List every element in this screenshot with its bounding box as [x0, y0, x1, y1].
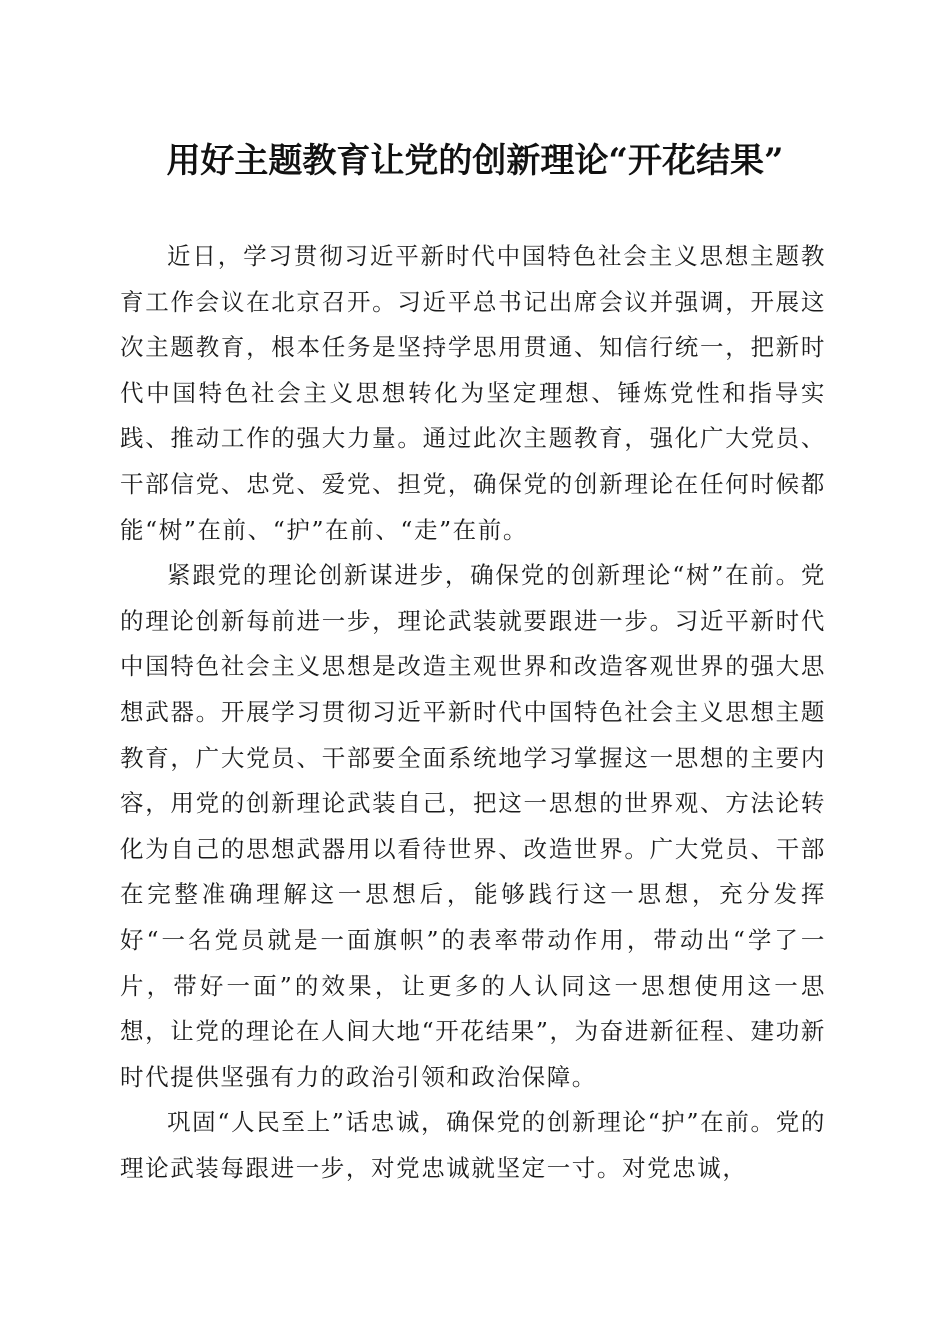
- paragraph-3: 巩固“人民至上”话忠诚，确保党的创新理论“护”在前。党的理论武装每跟进一步，对党忠诚就坚定一寸。对党忠诚，: [120, 1108, 826, 1182]
- paragraph-1: 近日，学习贯彻习近平新时代中国特色社会主义思想主题教育工作会议在北京召开。习近平总书记出席会议并强调，开展这次主题教育，根本任务是坚持学思用贯通、知信行统一，把新时代中国特色社会主义思想转化为坚定理想、锤炼党性和指导实践、推动工作的强大力量。通过此次主题教育，强化广大党员、干部信党、忠党、爱党、担党，确保党的创新理论在任何时候都能“树”在前、“护”在前、“走”在前。: [120, 242, 826, 544]
- document-title: 用好主题教育让党的创新理论“开花结果”: [166, 141, 784, 181]
- document-body: [120, 234, 826, 1191]
- paragraph-2: 紧跟党的理论创新谋进步，确保党的创新理论“树”在前。党的理论创新每前进一步，理论武装就要跟进一步。习近平新时代中国特色社会主义思想是改造主观世界和改造客观世界的强大思想武器。开展学习贯彻习近平新时代中国特色社会主义思想主题教育，广大党员、干部要全面系统地学习掌握这一思想的主要内容，用党的创新理论武装自己，把这一思想的世界观、方法论转化为自己的思想武器用以看待世界、改造世界。广大党员、干部在完整准确理解这一思想后，能够践行这一思想，充分发挥好“一名党员就是一面旗帜”的表率带动作用，带动出“学了一片，带好一面”的效果，让更多的人认同这一思想使用这一思想，让党的理论在人间大地“开花结果”，为奋进新征程、建功新时代提供坚强有力的政治引领和政治保障。: [120, 561, 826, 1091]
